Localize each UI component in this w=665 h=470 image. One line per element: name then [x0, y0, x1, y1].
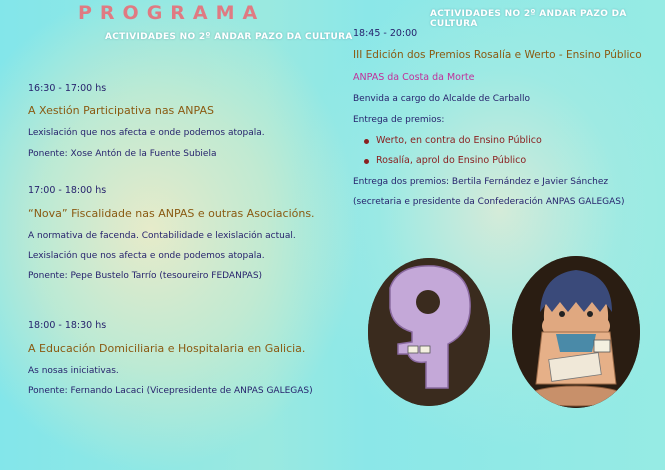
trophy-photo-rosalia: [512, 256, 640, 408]
session-3-line-2: Ponente: Fernando Lacaci (Vicepresidente de ANPAS GALEGAS): [28, 386, 313, 396]
awards-org: ANPAS da Costa da Morte: [353, 72, 475, 83]
session-3-time: 18:00 - 18:30 hs: [28, 320, 107, 331]
werto-trophy-image: [368, 258, 490, 406]
session-2-line-2: Lexislación que nos afecta e onde podemos atopala.: [28, 251, 265, 261]
awards-presenters: Entrega dos premios: Bertila Fernández e Javier Sánchez: [353, 177, 609, 187]
awards-label: Entrega de premios:: [353, 115, 445, 125]
award-item-2: Rosalía, aprol do Ensino Público: [376, 155, 527, 166]
session-2-time: 17:00 - 18:00 hs: [28, 185, 107, 196]
session-3-line-1: As nosas iniciativas.: [28, 366, 119, 376]
page-title: PROGRAMA: [78, 2, 266, 24]
session-1-line-2: Ponente: Xose Antón de la Fuente Subiela: [28, 149, 217, 159]
session-3-title: A Educación Domiciliaria e Hospitalaria en Galicia.: [28, 342, 306, 355]
subtitle-left: ACTIVIDADES NO 2º ANDAR PAZO DA CULTURA: [105, 32, 353, 42]
awards-welcome: Benvida a cargo do Alcalde de Carballo: [353, 94, 530, 104]
session-2-line-1: A normativa de facenda. Contabilidade e lexislación actual.: [28, 231, 296, 241]
subtitle-right: ACTIVIDADES NO 2º ANDAR PAZO DA CULTURA: [430, 9, 627, 29]
awards-title: III Edición dos Premios Rosalía e Werto - Ensino Público: [353, 49, 642, 61]
rosalia-trophy-image: [512, 256, 640, 408]
trophy-photo-werto: [368, 258, 490, 406]
session-2-title: “Nova” Fiscalidade nas ANPAS e outras Asociacións.: [28, 207, 315, 220]
awards-time: 18:45 - 20:00: [353, 28, 418, 39]
award-item-1: Werto, en contra do Ensino Público: [376, 135, 542, 146]
session-1-time: 16:30 - 17:00 hs: [28, 83, 107, 94]
session-1-title: A Xestión Participativa nas ANPAS: [28, 104, 214, 117]
session-1-line-1: Lexislación que nos afecta e onde podemos atopala.: [28, 128, 265, 138]
session-2-line-3: Ponente: Pepe Bustelo Tarrío (tesoureiro FEDANPAS): [28, 271, 263, 281]
awards-presenters-role: (secretaria e presidente da Confederación ANPAS GALEGAS): [353, 197, 625, 207]
